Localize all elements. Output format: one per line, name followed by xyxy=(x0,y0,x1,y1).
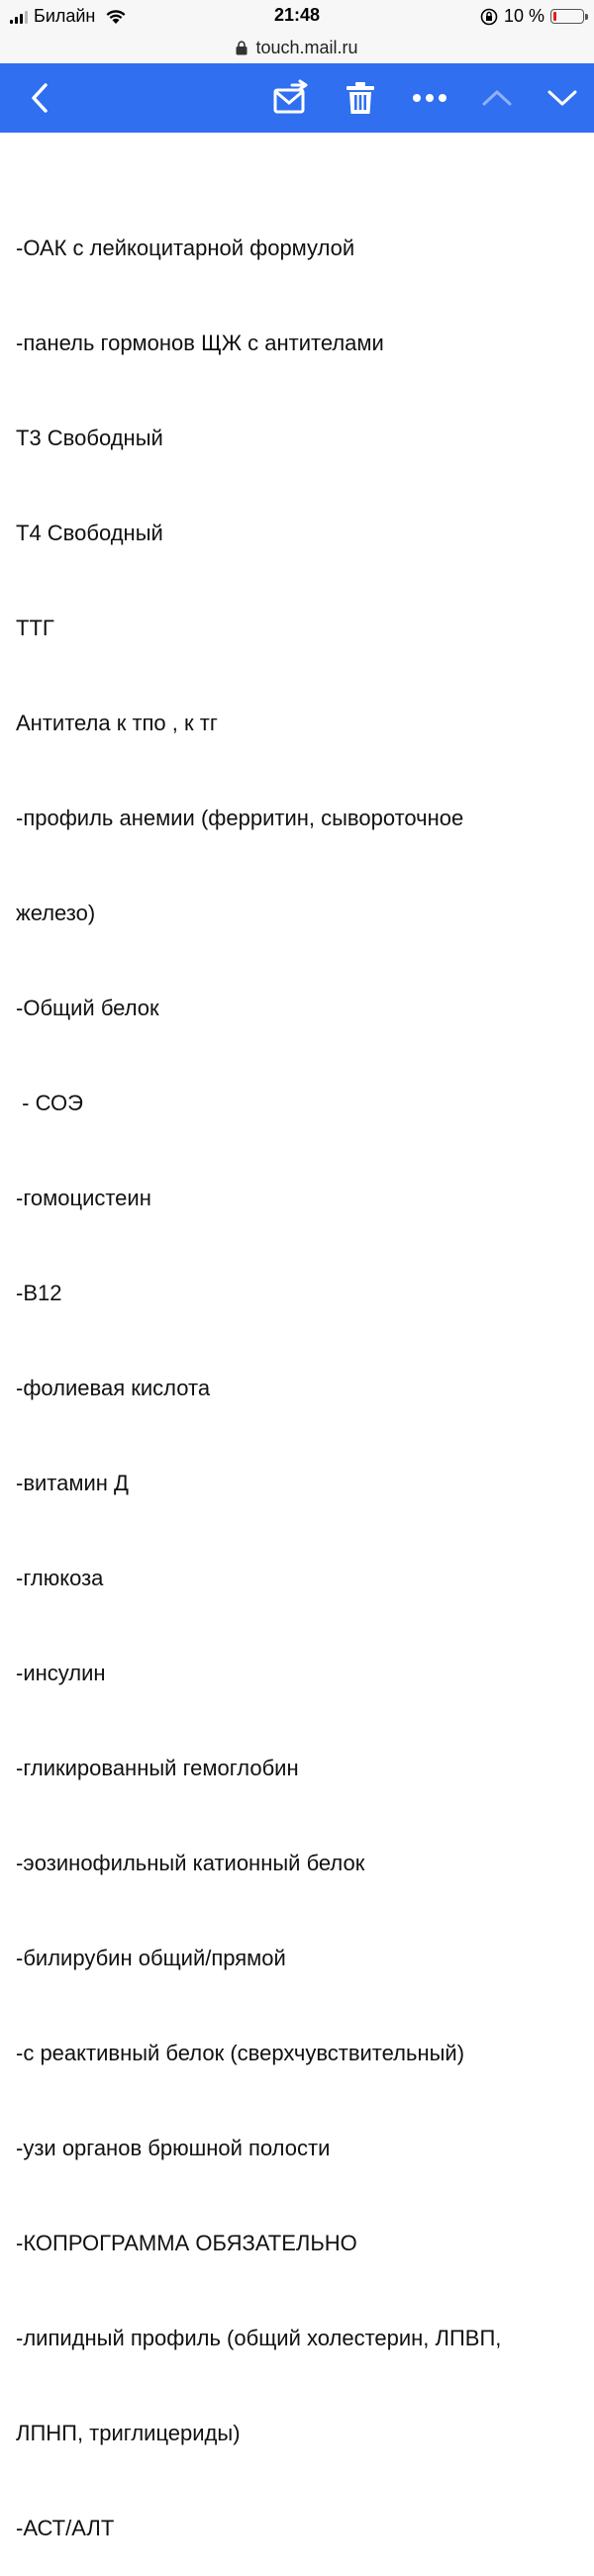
message-line: -билирубин общий/прямой xyxy=(16,1946,286,1970)
status-bar xyxy=(0,0,594,32)
message-line: ТТГ xyxy=(16,616,54,640)
more-dots-icon xyxy=(412,93,447,103)
message-line: -фолиевая кислота xyxy=(16,1376,211,1400)
url-text[interactable]: touch.mail.ru xyxy=(255,37,358,57)
move-button[interactable] xyxy=(269,63,313,133)
message-line: ЛПНП, триглицериды) xyxy=(16,2421,241,2445)
message-line: -панель гормонов ЩЖ с антителами xyxy=(16,331,384,355)
previous-message-button[interactable] xyxy=(475,63,519,133)
message-line: железо) xyxy=(16,901,96,925)
message-line: -эозинофильный катионный белок xyxy=(16,1851,365,1875)
carrier-name: Билайн xyxy=(34,6,96,26)
back-chevron-icon xyxy=(31,82,49,114)
message-line: Т3 Свободный xyxy=(16,426,163,450)
status-right xyxy=(480,6,584,27)
message-line: -узи органов брюшной полости xyxy=(16,2136,331,2160)
message-body xyxy=(0,133,594,2576)
status-time: 21:48 xyxy=(273,5,321,25)
chevron-up-icon xyxy=(481,89,513,107)
message-line: -инсулин xyxy=(16,1661,106,1685)
padlock-icon xyxy=(236,41,248,55)
message-line: Т4 Свободный xyxy=(16,521,163,545)
message-line: -гликированный гемоглобин xyxy=(16,1756,299,1780)
mail-toolbar xyxy=(0,63,594,133)
rotation-lock-icon xyxy=(480,8,498,26)
battery-fill xyxy=(553,12,556,21)
message-line: -глюкоза xyxy=(16,1566,104,1590)
message-line: -В12 xyxy=(16,1281,62,1305)
message-line: - СОЭ xyxy=(16,1091,83,1115)
trash-icon xyxy=(346,81,375,115)
delete-button[interactable] xyxy=(341,63,380,133)
message-line: -витамин Д xyxy=(16,1471,129,1495)
more-button[interactable] xyxy=(408,63,451,133)
move-mail-icon xyxy=(272,81,310,115)
message-line: -гомоцистеин xyxy=(16,1186,151,1210)
battery-icon xyxy=(550,9,584,24)
message-line: Антитела к тпо , к тг xyxy=(16,711,218,735)
message-line: -с реактивный белок (сверхчувствительный) xyxy=(16,2041,465,2065)
battery-percent: 10 % xyxy=(503,6,544,26)
next-message-button[interactable] xyxy=(541,63,584,133)
url-bar[interactable] xyxy=(0,32,594,63)
back-button[interactable] xyxy=(20,63,59,133)
message-line: -КОПРОГРАММА ОБЯЗАТЕЛЬНО xyxy=(16,2231,357,2255)
message-line: -липидный профиль (общий холестерин, ЛПВП, xyxy=(16,2326,502,2350)
message-line: -АСТ/АЛТ xyxy=(16,2516,115,2540)
chevron-down-icon xyxy=(546,89,578,107)
message-line: -Общий белок xyxy=(16,996,159,1020)
message-line: -профиль анемии (ферритин, сывороточное xyxy=(16,806,464,830)
message-line: -ОАК с лейкоцитарной формулой xyxy=(16,236,355,260)
